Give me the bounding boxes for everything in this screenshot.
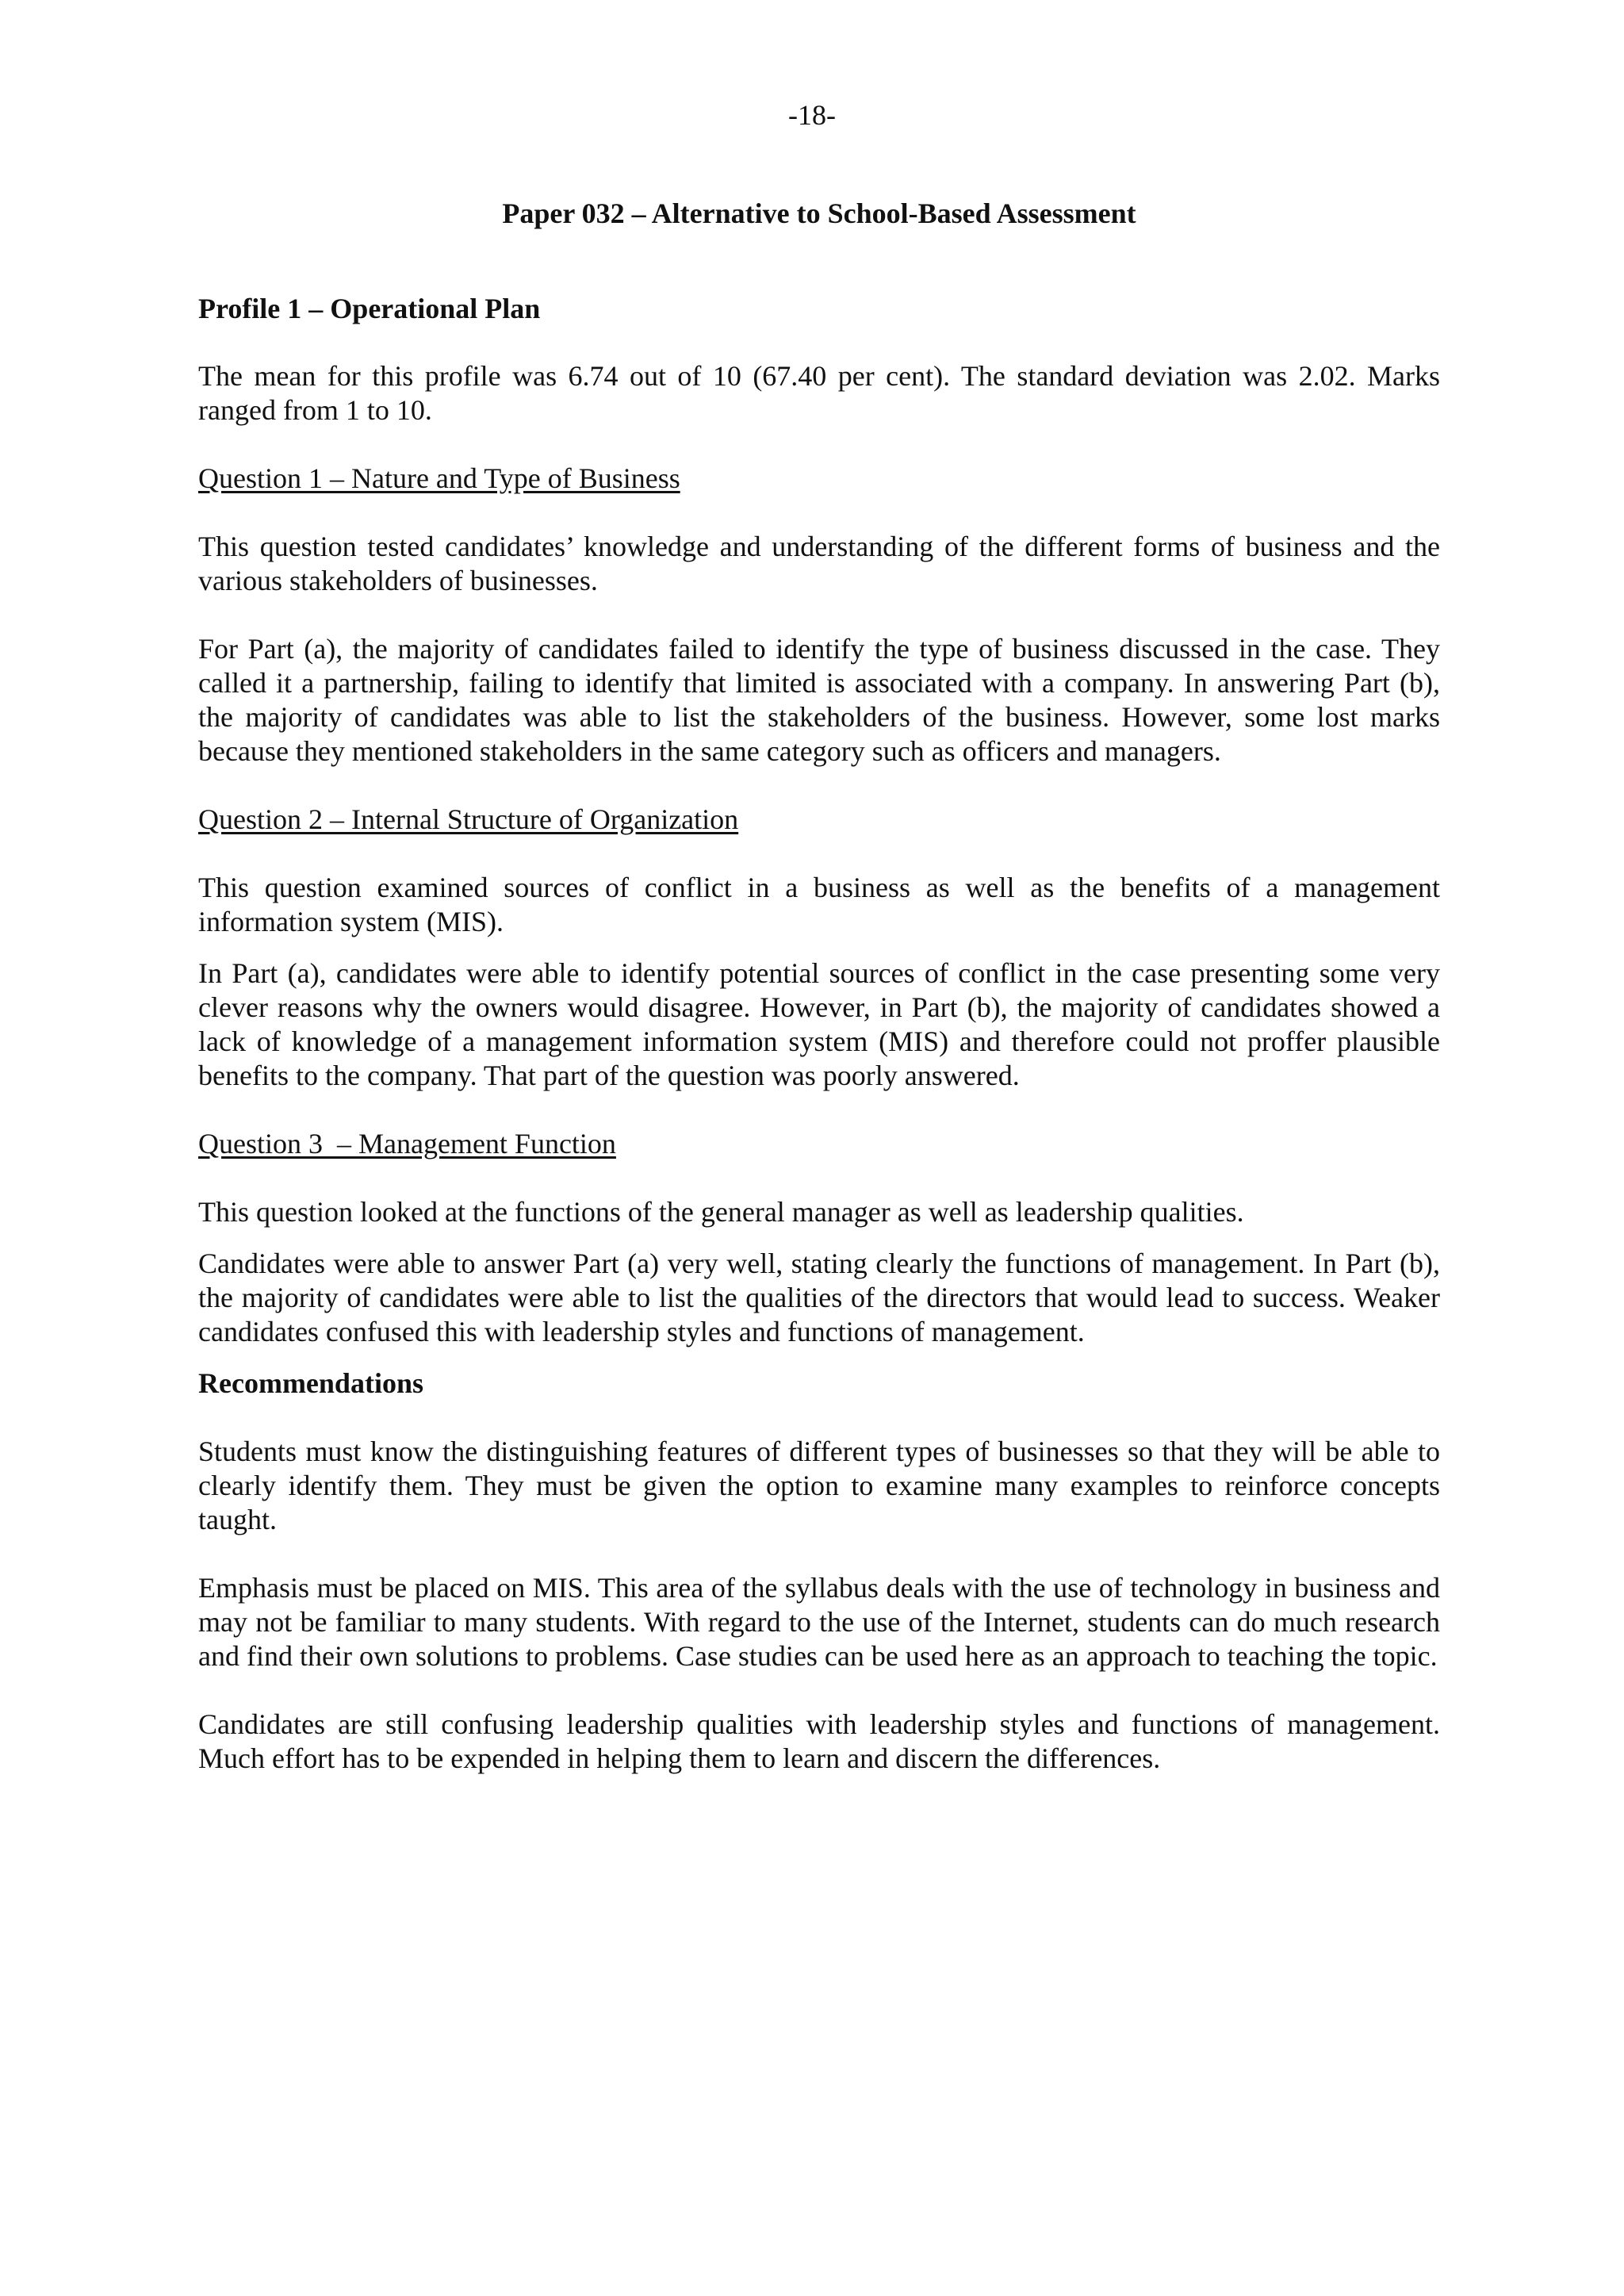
profile-heading: Profile 1 – Operational Plan — [198, 293, 541, 324]
recommendations-section — [198, 1366, 1440, 1776]
recommendation-paragraph-1: Students must know the distinguishing features of different types of businesses so that they will be able to clearly identify them. They must be given the option to examine many examples to reinforce concepts taught. — [198, 1435, 1440, 1535]
recommendation-paragraph-3: Candidates are still confusing leadership qualities with leadership styles and functions of management. Much effort has to be expended in helping them to learn and discern the differences. — [198, 1708, 1440, 1774]
recommendations-heading: Recommendations — [198, 1367, 423, 1399]
question-2-paragraph-2: In Part (a), candidates were able to identify potential sources of conflict in the case presenting some very clever reasons why the owners would disagree. However, in Part (b), the majority of candidates showed a lack of knowledge of a management information system (MIS) and therefore could not proffer plausible benefits to the company. That part of the question was poorly answered. — [198, 957, 1440, 1091]
question-1-heading: Question 1 – Nature and Type of Business — [198, 462, 680, 494]
question-3-paragraph-1: This question looked at the functions of the general manager as well as leadership qualities. — [198, 1196, 1244, 1228]
recommendation-paragraph-2: Emphasis must be placed on MIS. This area of the syllabus deals with the use of technology in business and may not be familiar to many students. With regard to the use of the Internet, students can do much research and find their own solutions to problems. Case studies can be used here as an approach to teaching the topic. — [198, 1572, 1440, 1672]
question-3-section — [198, 1127, 1440, 1349]
question-3-paragraph-2: Candidates were able to answer Part (a) very well, stating clearly the functions of management. In Part (b), the majority of candidates were able to list the qualities of the directors that would lead to success. Weaker candidates confused this with leadership styles and functions of management. — [198, 1248, 1440, 1347]
question-2-section — [198, 803, 1440, 1093]
document-title: Paper 032 – Alternative to School-Based Assessment — [502, 197, 1136, 229]
question-2-heading: Question 2 – Internal Structure of Organization — [198, 803, 739, 835]
question-1-paragraph-2: For Part (a), the majority of candidates failed to identify the type of business discussed in the case. They called it a partnership, failing to identify that limited is associated with a company. In answering Part (b), the majority of candidates was able to list the stakeholders of the business. However, some lost marks because they mentioned stakeholders in the same category such as officers and managers. — [198, 633, 1440, 767]
page-number: -18- — [788, 99, 836, 131]
question-1-section — [198, 462, 1440, 769]
profile-summary: The mean for this profile was 6.74 out of 10 (67.40 per cent). The standard deviation was 2.02. Marks ranged from 1 to 10. — [198, 360, 1440, 426]
page-content — [198, 197, 1440, 1810]
question-3-heading: Question 3 – Management Function — [198, 1128, 616, 1159]
question-2-paragraph-1: This question examined sources of conflict in a business as well as the benefits of a management information system (MIS). — [198, 872, 1440, 937]
question-1-paragraph-1: This question tested candidates’ knowledge and understanding of the different forms of business and the various stakeholders of businesses. — [198, 531, 1440, 596]
